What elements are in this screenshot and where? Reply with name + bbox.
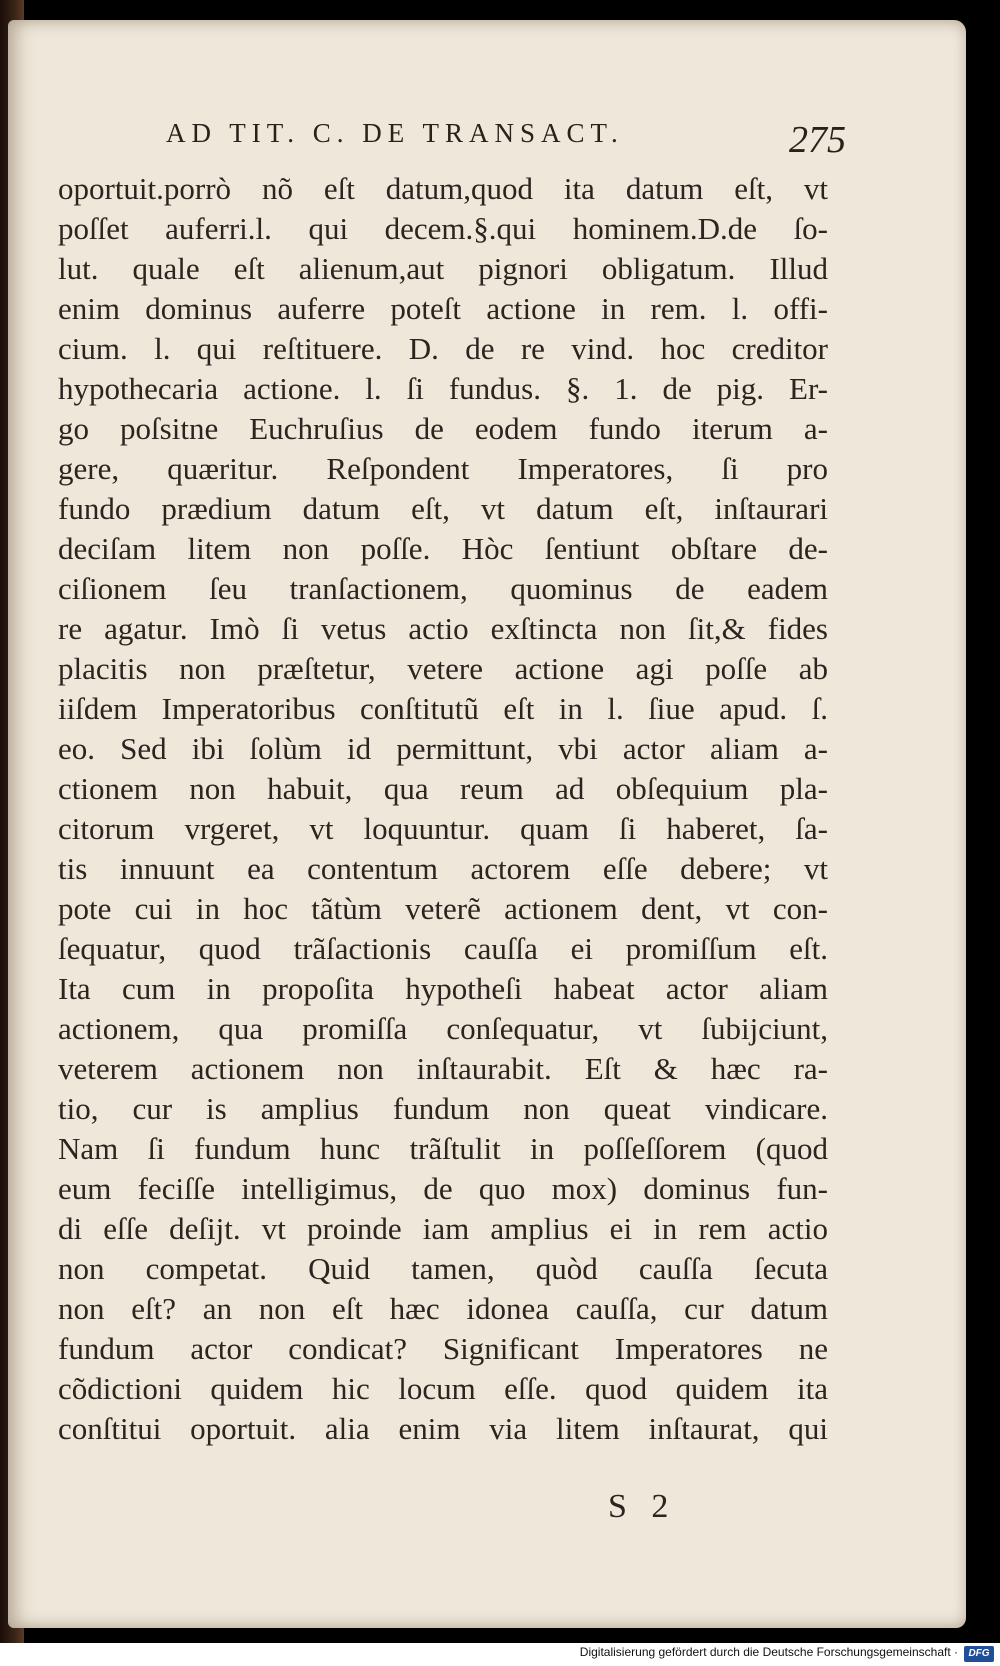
text-line: actionem, qua promiſſa conſequatur, vt ſubijciunt, <box>58 1011 828 1046</box>
text-line: hypothecaria actione. l. ſi fundus. §. 1. de pig. Er- <box>58 371 828 406</box>
text-line: go poſsitne Euchruſius de eodem fundo iterum a- <box>58 411 828 446</box>
text-line: fundo prædium datum eſt, vt datum eſt, inſtaurari <box>58 491 828 526</box>
dfg-logo-icon: DFG <box>964 1646 994 1662</box>
text-line: gere, quæritur. Reſpondent Imperatores, ſi pro <box>58 451 828 486</box>
text-line: ctionem non habuit, qua reum ad obſequium pla- <box>58 771 828 806</box>
text-line: re agatur. Imò ſi vetus actio exſtincta non ſit,& fides <box>58 611 828 646</box>
text-line: iiſdem Imperatoribus conſtitutũ eſt in l. ſiue apud. ſ. <box>58 691 828 726</box>
page-number: 275 <box>789 119 846 161</box>
text-line: tio, cur is amplius fundum non queat vindicare. <box>58 1091 828 1126</box>
text-line: eo. Sed ibi ſolùm id permittunt, vbi actor aliam a- <box>58 731 828 766</box>
text-line: conſtitui oportuit. alia enim via litem inſtaurat, qui <box>58 1411 828 1446</box>
signature-mark: S 2 <box>608 1488 677 1525</box>
footer-bar <box>0 1643 1000 1666</box>
book-page <box>8 20 966 1628</box>
text-line: lut. quale eſt alienum,aut pignori obligatum. Illud <box>58 251 828 286</box>
footer-credit: Digitalisierung gefördert durch die Deutsche Forschungsgemeinschaft · <box>579 1645 958 1659</box>
text-line: tis innuunt ea contentum actorem eſſe debere; vt <box>58 851 828 886</box>
body-text <box>58 169 828 1449</box>
text-line: Nam ſi fundum hunc trãſtulit in poſſeſſorem (quod <box>58 1131 828 1166</box>
text-line: placitis non præſtetur, vetere actione agi poſſe ab <box>58 651 828 686</box>
text-line: poſſet auferri.l. qui decem.§.qui hominem.D.de ſo- <box>58 211 828 246</box>
text-line: non competat. Quid tamen, quòd cauſſa ſecuta <box>58 1251 828 1286</box>
text-line: ciſionem ſeu tranſactionem, quominus de eadem <box>58 571 828 606</box>
text-line: ſequatur, quod trãſactionis cauſſa ei promiſſum eſt. <box>58 931 828 966</box>
running-head: AD TIT. C. DE TRANSACT. <box>166 118 624 148</box>
text-line: di eſſe deſijt. vt proinde iam amplius ei in rem actio <box>58 1211 828 1246</box>
text-line: cõdictioni quidem hic locum eſſe. quod quidem ita <box>58 1371 828 1406</box>
text-line: deciſam litem non poſſe. Hòc ſentiunt obſtare de- <box>58 531 828 566</box>
text-line: pote cui in hoc tãtùm veterẽ actionem dent, vt con- <box>58 891 828 926</box>
text-line: citorum vrgeret, vt loquuntur. quam ſi haberet, ſa- <box>58 811 828 846</box>
text-line: eum feciſſe intelligimus, de quo mox) dominus fun- <box>58 1171 828 1206</box>
text-line: non eſt? an non eſt hæc idonea cauſſa, cur datum <box>58 1291 828 1326</box>
text-line: Ita cum in propoſita hypotheſi habeat actor aliam <box>58 971 828 1006</box>
text-line: fundum actor condicat? Significant Imperatores ne <box>58 1331 828 1366</box>
text-line: cium. l. qui reſtituere. D. de re vind. hoc creditor <box>58 331 828 366</box>
text-line: enim dominus auferre poteſt actione in rem. l. offi- <box>58 291 828 326</box>
text-line: oportuit.porrò nõ eſt datum,quod ita datum eſt, vt <box>58 171 828 206</box>
text-line: veterem actionem non inſtaurabit. Eſt & hæc ra- <box>58 1051 828 1086</box>
